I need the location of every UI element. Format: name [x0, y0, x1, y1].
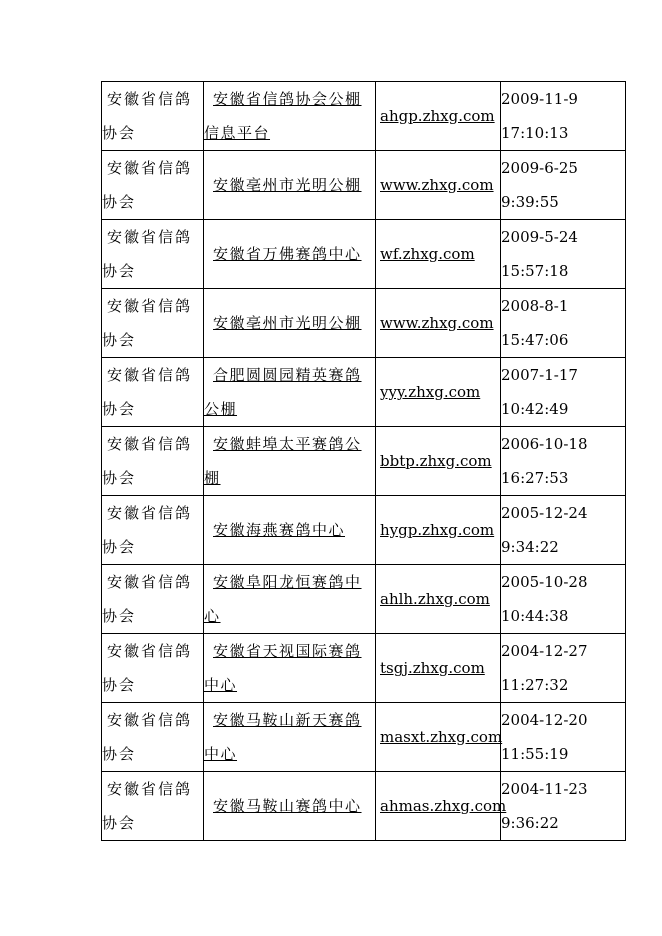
url-cell: [376, 772, 507, 841]
url-link[interactable]: bbtp.zhxg.com: [380, 452, 492, 470]
table-row: [102, 220, 626, 289]
date-text: 2004-11-23: [501, 780, 588, 798]
date-text: 2004-12-27: [501, 642, 588, 660]
site-name-link[interactable]: 安徽省万佛赛鸽中心: [213, 245, 362, 263]
site-cell: [204, 220, 376, 289]
url-cell: [376, 289, 501, 358]
org-name-line: 安徽省信鸽: [107, 573, 193, 591]
org-name-line: 协会: [102, 469, 137, 487]
site-name-line[interactable]: 中心: [204, 745, 238, 763]
url-link[interactable]: www.zhxg.com: [380, 314, 494, 332]
org-name-line: 协会: [102, 400, 137, 418]
org-name-line: 协会: [102, 607, 137, 625]
url-cell: [376, 82, 501, 151]
site-name-line[interactable]: 合肥圆圆园精英赛鸽: [213, 366, 362, 384]
url-cell: [376, 151, 501, 220]
org-name-line: 协会: [102, 262, 137, 280]
org-name-line: 安徽省信鸽: [107, 297, 193, 315]
date-cell: [501, 496, 626, 565]
org-name-line: 协会: [102, 331, 137, 349]
site-name-line[interactable]: 中心: [204, 676, 238, 694]
org-cell: [102, 634, 204, 703]
site-cell: [204, 565, 376, 634]
org-name-line: 安徽省信鸽: [107, 159, 193, 177]
date-text: 2005-12-24: [501, 504, 588, 522]
site-cell: [204, 427, 376, 496]
org-name-line: 安徽省信鸽: [107, 90, 193, 108]
site-cell: [204, 496, 376, 565]
time-text: 15:57:18: [501, 262, 569, 280]
site-name-line[interactable]: 信息平台: [204, 124, 271, 142]
table-row: [102, 496, 626, 565]
url-cell: [376, 634, 501, 703]
date-text: 2008-8-1: [501, 297, 569, 315]
date-text: 2009-11-9: [501, 90, 578, 108]
time-text: 10:42:49: [501, 400, 569, 418]
url-cell: [376, 565, 501, 634]
url-cell: [376, 496, 501, 565]
site-cell: [204, 358, 376, 427]
site-name-link[interactable]: [204, 703, 375, 771]
org-name-line: 安徽省信鸽: [107, 504, 193, 522]
date-cell: [501, 772, 626, 841]
table-row: [102, 703, 626, 772]
date-text: 2006-10-18: [501, 435, 588, 453]
time-text: 11:27:32: [501, 676, 569, 694]
date-text: 2009-6-25: [501, 159, 578, 177]
org-cell: [102, 496, 204, 565]
org-cell: [102, 289, 204, 358]
table-row: [102, 358, 626, 427]
org-cell: [102, 565, 204, 634]
url-cell: [376, 220, 501, 289]
org-cell: [102, 220, 204, 289]
url-link[interactable]: masxt.zhxg.com: [380, 728, 503, 746]
date-cell: [501, 220, 626, 289]
url-link[interactable]: tsgj.zhxg.com: [380, 659, 485, 677]
site-name-line[interactable]: 安徽蚌埠太平赛鸽公: [213, 435, 362, 453]
date-cell: [501, 358, 626, 427]
site-name-link[interactable]: 安徽海燕赛鸽中心: [213, 521, 346, 539]
site-name-link[interactable]: 安徽马鞍山赛鸽中心: [213, 797, 362, 815]
time-text: 17:10:13: [501, 124, 569, 142]
table-row: [102, 565, 626, 634]
url-cell: [376, 358, 501, 427]
site-cell: [204, 772, 376, 841]
site-name-link[interactable]: [204, 565, 375, 633]
date-text: 2004-12-20: [501, 711, 588, 729]
org-cell: [102, 772, 204, 841]
url-link[interactable]: ahgp.zhxg.com: [380, 107, 495, 125]
site-name-line[interactable]: 棚: [204, 469, 221, 487]
site-name-line[interactable]: 公棚: [204, 400, 238, 418]
org-name-line: 安徽省信鸽: [107, 711, 193, 729]
table-row: [102, 772, 626, 841]
url-link[interactable]: wf.zhxg.com: [380, 245, 475, 263]
site-name-link[interactable]: [204, 634, 375, 702]
time-text: 11:55:19: [501, 745, 569, 763]
date-cell: [501, 634, 626, 703]
org-name-line: 安徽省信鸽: [107, 366, 193, 384]
url-link[interactable]: hygp.zhxg.com: [380, 521, 495, 539]
time-text: 9:34:22: [501, 538, 559, 556]
date-cell: [501, 289, 626, 358]
org-name-line: 协会: [102, 814, 137, 832]
org-cell: [102, 703, 204, 772]
table-row: [102, 82, 626, 151]
date-cell: [501, 427, 626, 496]
date-cell: [501, 703, 626, 772]
table-body: [102, 82, 626, 841]
date-cell: [501, 565, 626, 634]
date-text: 2007-1-17: [501, 366, 578, 384]
site-name-link[interactable]: [204, 427, 375, 495]
site-cell: [204, 151, 376, 220]
org-name-line: 协会: [102, 124, 137, 142]
org-cell: [102, 82, 204, 151]
org-name-line: 安徽省信鸽: [107, 642, 193, 660]
org-cell: [102, 358, 204, 427]
time-text: 15:47:06: [501, 331, 569, 349]
date-cell: [501, 82, 626, 151]
site-name-link[interactable]: [204, 82, 375, 150]
site-name-link[interactable]: [204, 358, 375, 426]
url-link[interactable]: ahlh.zhxg.com: [380, 590, 490, 608]
site-name-line[interactable]: 安徽省信鸽协会公棚: [213, 90, 362, 108]
site-name-link[interactable]: 安徽亳州市光明公棚: [213, 314, 362, 332]
site-name-link[interactable]: 安徽亳州市光明公棚: [213, 176, 362, 194]
site-name-line[interactable]: 安徽阜阳龙恒赛鸽中: [213, 573, 362, 591]
url-link[interactable]: ahmas.zhxg.com: [380, 797, 507, 815]
table-row: [102, 151, 626, 220]
org-name-line: 协会: [102, 676, 137, 694]
table-row: [102, 634, 626, 703]
org-name-line: 安徽省信鸽: [107, 780, 193, 798]
site-name-line[interactable]: 安徽马鞍山新天赛鸽: [213, 711, 362, 729]
org-name-line: 协会: [102, 745, 137, 763]
url-cell: [376, 427, 501, 496]
table-row: [102, 427, 626, 496]
org-name-line: 安徽省信鸽: [107, 228, 193, 246]
date-text: 2005-10-28: [501, 573, 588, 591]
site-name-line[interactable]: 心: [204, 607, 221, 625]
date-cell: [501, 151, 626, 220]
site-name-line[interactable]: 安徽省天视国际赛鸽: [213, 642, 362, 660]
url-link[interactable]: yyy.zhxg.com: [380, 383, 481, 401]
time-text: 9:36:22: [501, 814, 559, 832]
site-cell: [204, 289, 376, 358]
site-cell: [204, 703, 376, 772]
url-link[interactable]: www.zhxg.com: [380, 176, 494, 194]
date-text: 2009-5-24: [501, 228, 578, 246]
site-cell: [204, 634, 376, 703]
time-text: 10:44:38: [501, 607, 569, 625]
time-text: 16:27:53: [501, 469, 569, 487]
registration-table: [101, 81, 626, 841]
org-name-line: 协会: [102, 193, 137, 211]
org-cell: [102, 151, 204, 220]
org-name-line: 安徽省信鸽: [107, 435, 193, 453]
org-name-line: 协会: [102, 538, 137, 556]
site-cell: [204, 82, 376, 151]
time-text: 9:39:55: [501, 193, 559, 211]
table-row: [102, 289, 626, 358]
org-cell: [102, 427, 204, 496]
url-cell: [376, 703, 501, 772]
